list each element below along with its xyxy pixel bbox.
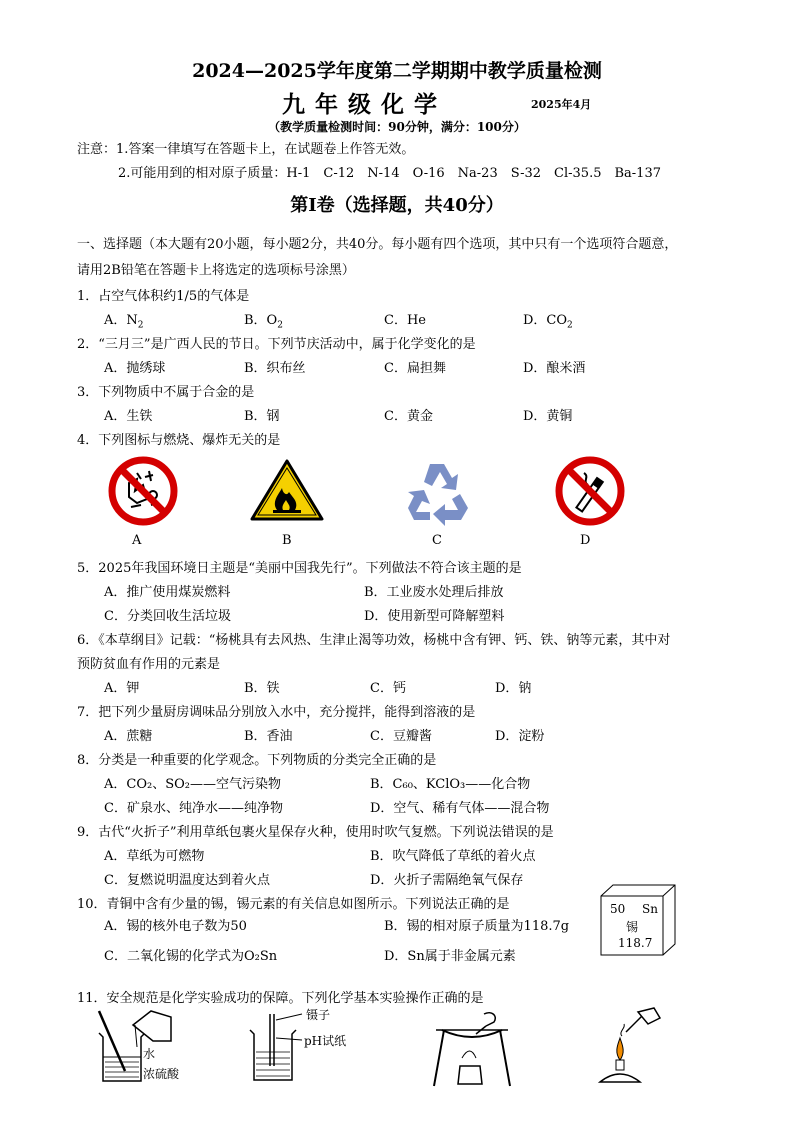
- q6-option-b: B．铁: [244, 681, 280, 696]
- q3-option-b: B．钢: [244, 409, 280, 424]
- q9-option-d: D．火折子需隔绝氧气保存: [370, 873, 524, 888]
- section-title: 第Ⅰ卷（选择题，共40分）: [290, 195, 504, 216]
- figure-ph-test: [246, 1010, 366, 1090]
- q2-option-c: C．扁担舞: [384, 361, 446, 376]
- element-number: 50: [610, 902, 626, 916]
- no-smoking-icon: [554, 455, 626, 527]
- q11-stem: 11．安全规范是化学实验成功的保障。下列化学基本实验操作正确的是: [77, 991, 484, 1006]
- note-2: 2.可能用到的相对原子质量：H-1 C-12 N-14 O-16 Na-23 S-32 Cl-35.5 Ba-137: [118, 166, 661, 181]
- recycling-icon: [400, 458, 474, 526]
- q8-option-a: A．CO₂、SO₂——空气污染物: [104, 777, 281, 792]
- q7-option-b: B．香油: [244, 729, 293, 744]
- no-fireworks-icon: [107, 455, 179, 527]
- q5-option-d: D．使用新型可降解塑料: [364, 609, 505, 624]
- label-water: 水: [143, 1047, 156, 1061]
- q1-option-c: C．He: [384, 313, 426, 328]
- q3-option-a: A．生铁: [104, 409, 153, 424]
- q5-option-a: A．推广使用煤炭燃料: [104, 585, 231, 600]
- q7-option-c: C．豆瓣酱: [370, 729, 432, 744]
- q2-option-b: B．织布丝: [244, 361, 306, 376]
- instructions-line-2: 请用2B铅笔在答题卡上将选定的选项标号涂黑）: [77, 263, 355, 278]
- q10-option-b: B．锡的相对原子质量为118.7g: [384, 919, 570, 934]
- q1-stem: 1．占空气体积约1/5的气体是: [77, 289, 250, 304]
- q7-option-a: A．蔗糖: [104, 729, 153, 744]
- q10-option-d: D．Sn属于非金属元素: [384, 949, 516, 964]
- q2-stem: 2．“三月三”是广西人民的节日。下列节庆活动中，属于化学变化的是: [77, 337, 476, 352]
- q2-option-d: D．酿米酒: [523, 361, 586, 376]
- q6-stem-1: 6．《本草纲目》记载：“杨桃具有去风热、生津止渴等功效，杨桃中含有钾、钙、铁、钠等元素，其中对: [77, 633, 671, 648]
- label-conc-sulfuric-acid: 浓硫酸: [143, 1067, 180, 1081]
- subject-title: 九年级化学: [282, 91, 447, 118]
- q1-option-d: D．$CO_2$: [523, 313, 573, 331]
- element-symbol: Sn: [642, 902, 658, 916]
- q6-option-a: A．钾: [104, 681, 140, 696]
- evaporation-setup-icon: [428, 1010, 518, 1088]
- q10-option-a: A．锡的核外电子数为50: [104, 919, 247, 934]
- instructions-line-1: 一、选择题（本大题有20小题，每小题2分，共40分。每小题有四个选项，其中只有一个选项符合题意，: [77, 237, 678, 252]
- figure-dilution: [95, 1007, 215, 1087]
- q9-option-b: B．吹气降低了草纸的着火点: [370, 849, 536, 864]
- beaker-ph-icon: [246, 1010, 306, 1084]
- q8-option-d: D．空气、稀有气体——混合物: [370, 801, 550, 816]
- q3-option-c: C．黄金: [384, 409, 433, 424]
- q8-option-b: B．C₆₀、KClO₃——化合物: [370, 777, 531, 792]
- label-tweezers: 镊子: [306, 1008, 331, 1022]
- q10-stem: 10．青铜中含有少量的锡，锡元素的有关信息如图所示。下列说法正确的是: [77, 897, 510, 912]
- q8-option-c: C．矿泉水、纯净水——纯净物: [104, 801, 283, 816]
- q4-label-d: D: [580, 533, 591, 548]
- exam-title: 2024—2025学年度第二学期期中教学质量检测: [192, 60, 602, 82]
- q10-option-c: C．二氧化锡的化学式为O₂Sn: [104, 949, 278, 964]
- q5-option-b: B．工业废水处理后排放: [364, 585, 504, 600]
- exam-date: 2025年4月: [531, 98, 592, 111]
- q6-option-c: C．钙: [370, 681, 406, 696]
- q2-option-a: A．抛绣球: [104, 361, 166, 376]
- q6-stem-2: 预防贫血有作用的元素是: [77, 657, 221, 672]
- exam-info: （教学质量检测时间：90分钟，满分：100分）: [268, 120, 526, 134]
- q4-label-a: A: [132, 533, 142, 548]
- q8-stem: 8．分类是一种重要的化学观念。下列物质的分类完全正确的是: [77, 753, 437, 768]
- q4-label-b: B: [282, 533, 292, 548]
- q9-stem: 9．古代“火折子”利用草纸包裹火星保存火种，使用时吹气复燃。下列说法错误的是: [77, 825, 554, 840]
- q1-option-b: B．$O_2$: [244, 313, 283, 331]
- q6-option-d: D．钠: [495, 681, 532, 696]
- q4-stem: 4．下列图标与燃烧、爆炸无关的是: [77, 433, 281, 448]
- flammable-warning-icon: [249, 458, 325, 522]
- alcohol-lamp-icon: [592, 1006, 672, 1086]
- element-mass: 118.7: [618, 936, 653, 950]
- note-1: 注意：1.答案一律填写在答题卡上，在试题卷上作答无效。: [77, 142, 415, 157]
- q9-option-a: A．草纸为可燃物: [104, 849, 205, 864]
- q5-stem: 5．2025年我国环境日主题是“美丽中国我先行”。下列做法不符合该主题的是: [77, 561, 522, 576]
- q7-stem: 7．把下列少量厨房调味品分别放入水中，充分搅拌，能得到溶液的是: [77, 705, 476, 720]
- q5-option-c: C．分类回收生活垃圾: [104, 609, 231, 624]
- q1-option-a: A．$N_2$: [104, 313, 144, 331]
- q3-option-d: D．黄铜: [523, 409, 573, 424]
- q4-label-c: C: [432, 533, 442, 548]
- element-name: 锡: [626, 920, 639, 934]
- q3-stem: 3．下列物质中不属于合金的是: [77, 385, 255, 400]
- q7-option-d: D．淀粉: [495, 729, 545, 744]
- q9-option-c: C．复燃说明温度达到着火点: [104, 873, 270, 888]
- label-ph-paper: pH试纸: [304, 1034, 347, 1048]
